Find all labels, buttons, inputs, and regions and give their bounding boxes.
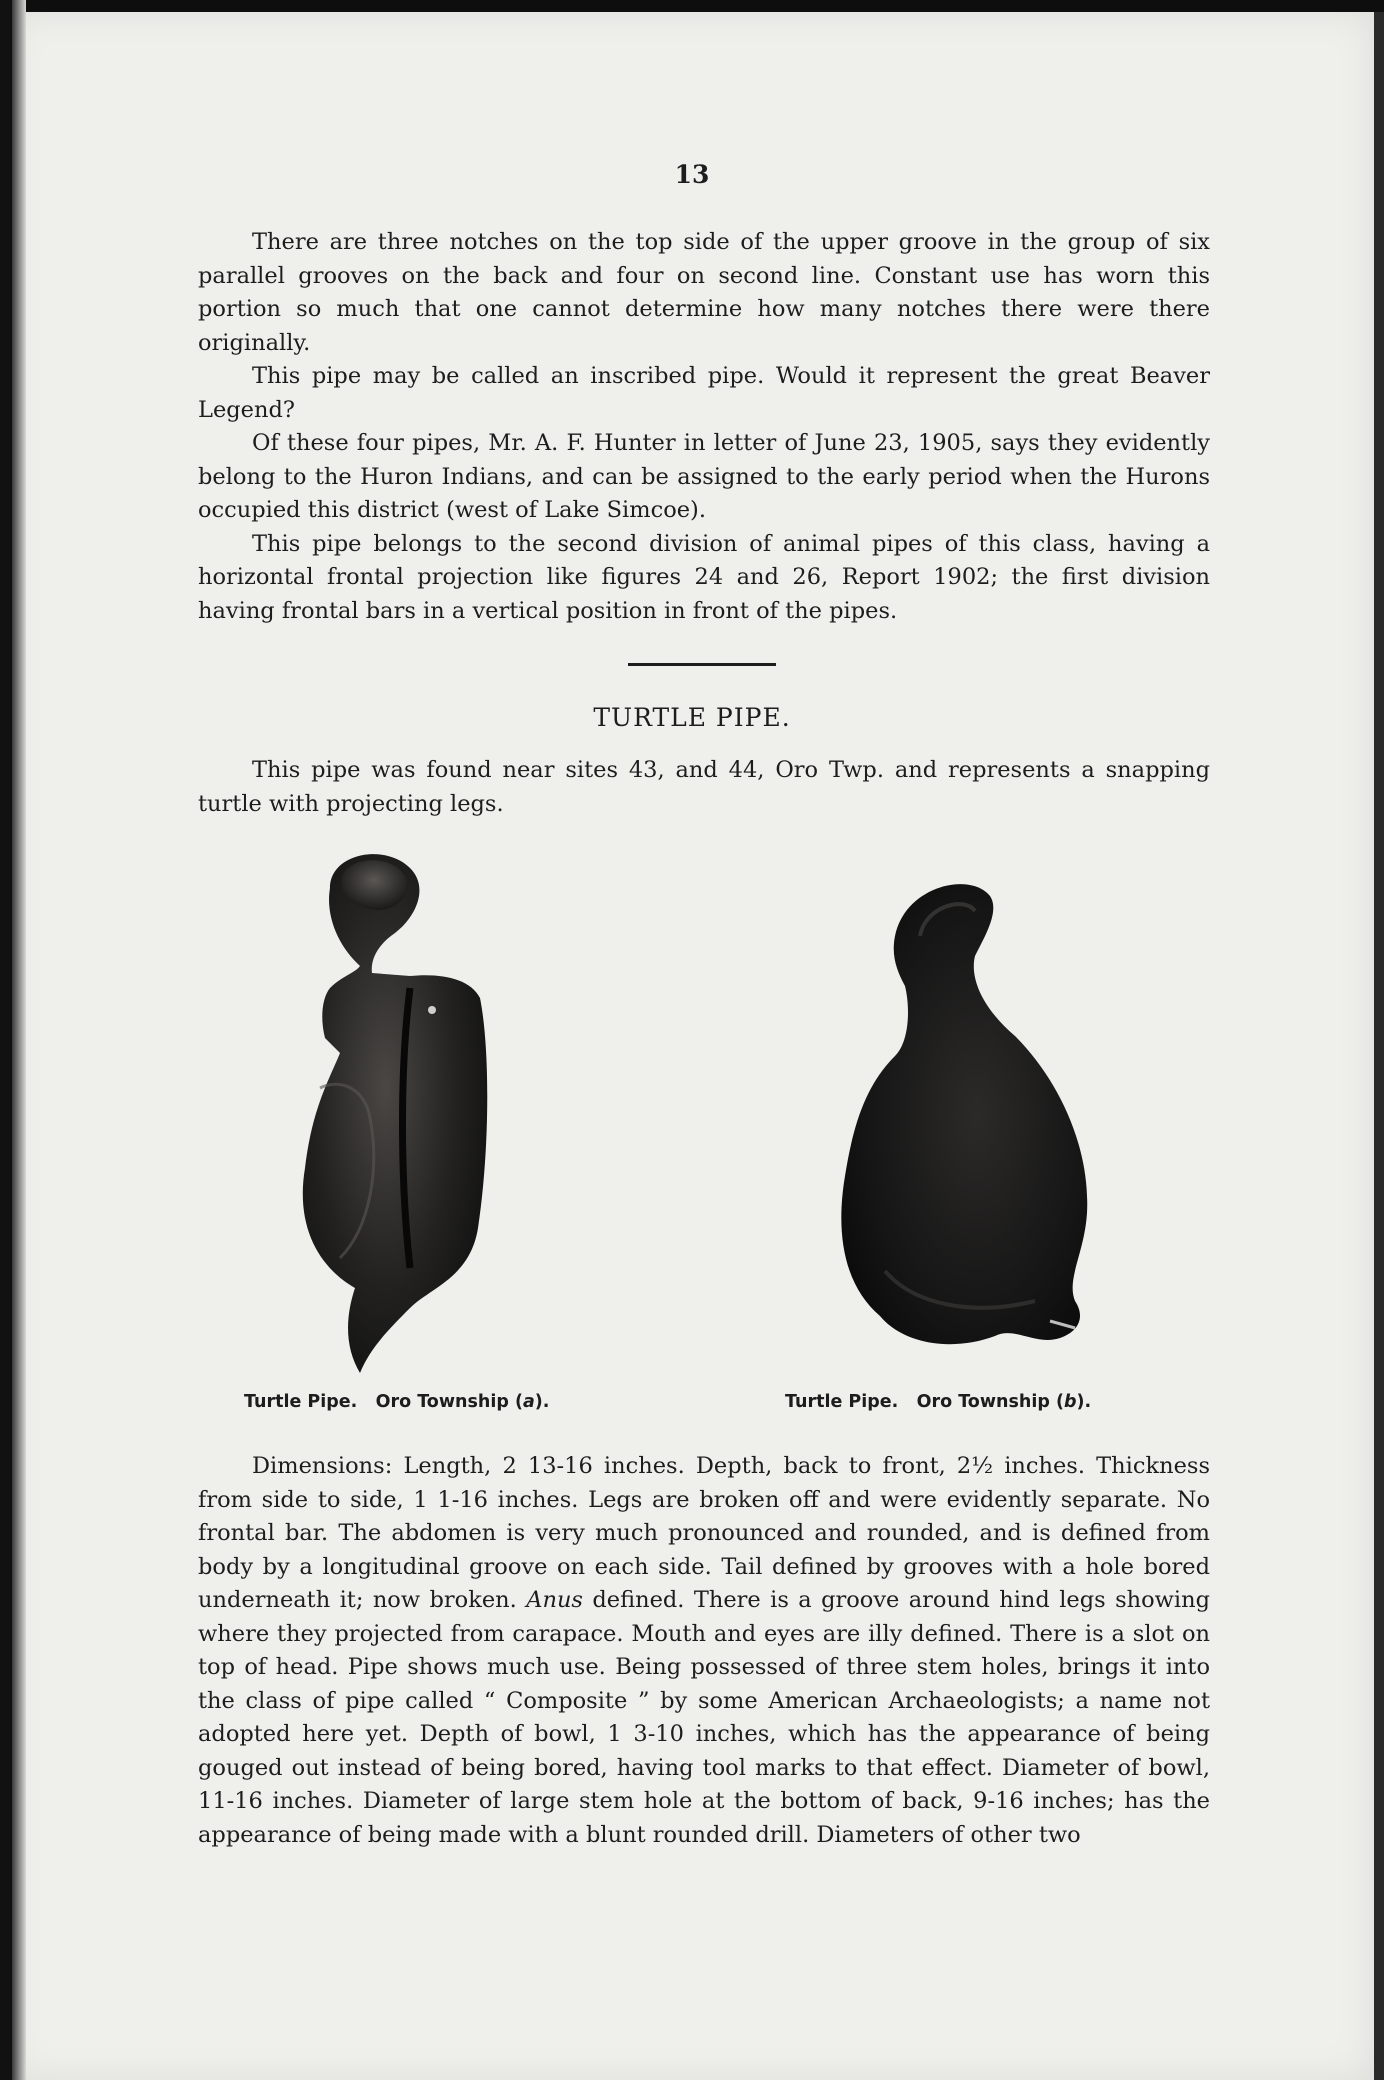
section-divider: [628, 663, 776, 666]
caption-a-suffix: ).: [534, 1392, 550, 1412]
caption-a-label: a: [522, 1392, 535, 1412]
caption-a-prefix: Turtle Pipe. Oro Township (: [244, 1392, 523, 1412]
dimensions-part-1: Dimensions: Length, 2 13-16 inches. Depth, back to front, 2½ inches. Thickness from side to side, 1 1-16 inches. Legs are broken off and were evidently separate. No frontal bar. The abdomen is very much pronounced and rounded, and is defined from body by a longitudinal groove on each side. Tail defined by grooves with a hole bored underneath it; now broken.: [198, 1453, 1210, 1613]
caption-b-label: b: [1063, 1392, 1077, 1412]
scan-top-edge: [0, 0, 1384, 12]
paragraph-intro: This pipe was found near sites 43, and 44, Oro Twp. and represents a snapping turtle with projecting legs.: [198, 757, 1210, 817]
turtle-pipe-photo-b: [825, 876, 1125, 1376]
turtle-pipe-figure-a: [300, 848, 600, 1378]
caption-b-suffix: ).: [1076, 1392, 1092, 1412]
paragraph-division: This pipe belongs to the second division of animal pipes of this class, having a horizontal frontal projection like figures 24 and 26, Report 1902; the first division having frontal bars in a vertical position in front of the pipes.: [198, 530, 1210, 624]
dimensions-part-2: defined. There is a groove around hind legs showing where they projected from carapace. Mouth and eyes are illy defined. There is a slot on top of head. Pipe shows much use. Being possessed of three stem holes, brings it into the class of pipe called “ Composite ” by some American Archaeologists; a name not adopted here yet. Depth of bowl, 1 3-10 inches, which has the appearance of being gouged out instead of being bored, having tool marks to that effect. Diameter of bowl, 11-16 inches. Diameter of large stem hole at the bottom of back, 9-16 inches; has the appearance of being made with a blunt rounded drill. Diameters of other two: [198, 1587, 1210, 1848]
caption-b-prefix: Turtle Pipe. Oro Township (: [785, 1392, 1064, 1412]
paragraph-notches: There are three notches on the top side of the upper groove in the group of six parallel grooves on the back and four on second line. Constant use has worn this portion so much that one cannot determine how many notches there were there originally.: [198, 229, 1210, 356]
intro-text-block: [198, 754, 1210, 821]
page-number: 13: [674, 160, 710, 189]
turtle-pipe-photo-a: [300, 848, 600, 1378]
scan-left-edge: [0, 0, 26, 2080]
section-heading: TURTLE PIPE.: [593, 703, 791, 732]
paragraph-hunter: Of these four pipes, Mr. A. F. Hunter in letter of June 23, 1905, says they evidently belong to the Huron Indians, and can be assigned to the early period when the Hurons occupied this district (west of Lake Simcoe).: [198, 430, 1210, 523]
dimensions-anus-term: Anus: [526, 1587, 583, 1613]
paragraph-inscribed: This pipe may be called an inscribed pipe. Would it represent the great Beaver Legend?: [198, 363, 1210, 423]
caption-figure-b: [785, 1392, 1091, 1412]
paragraph-dimensions: [198, 1450, 1210, 1852]
caption-figure-a: [244, 1392, 549, 1412]
top-text-block: [198, 226, 1210, 628]
turtle-pipe-figure-b: [825, 876, 1125, 1376]
dimensions-text-block: [198, 1450, 1210, 1852]
